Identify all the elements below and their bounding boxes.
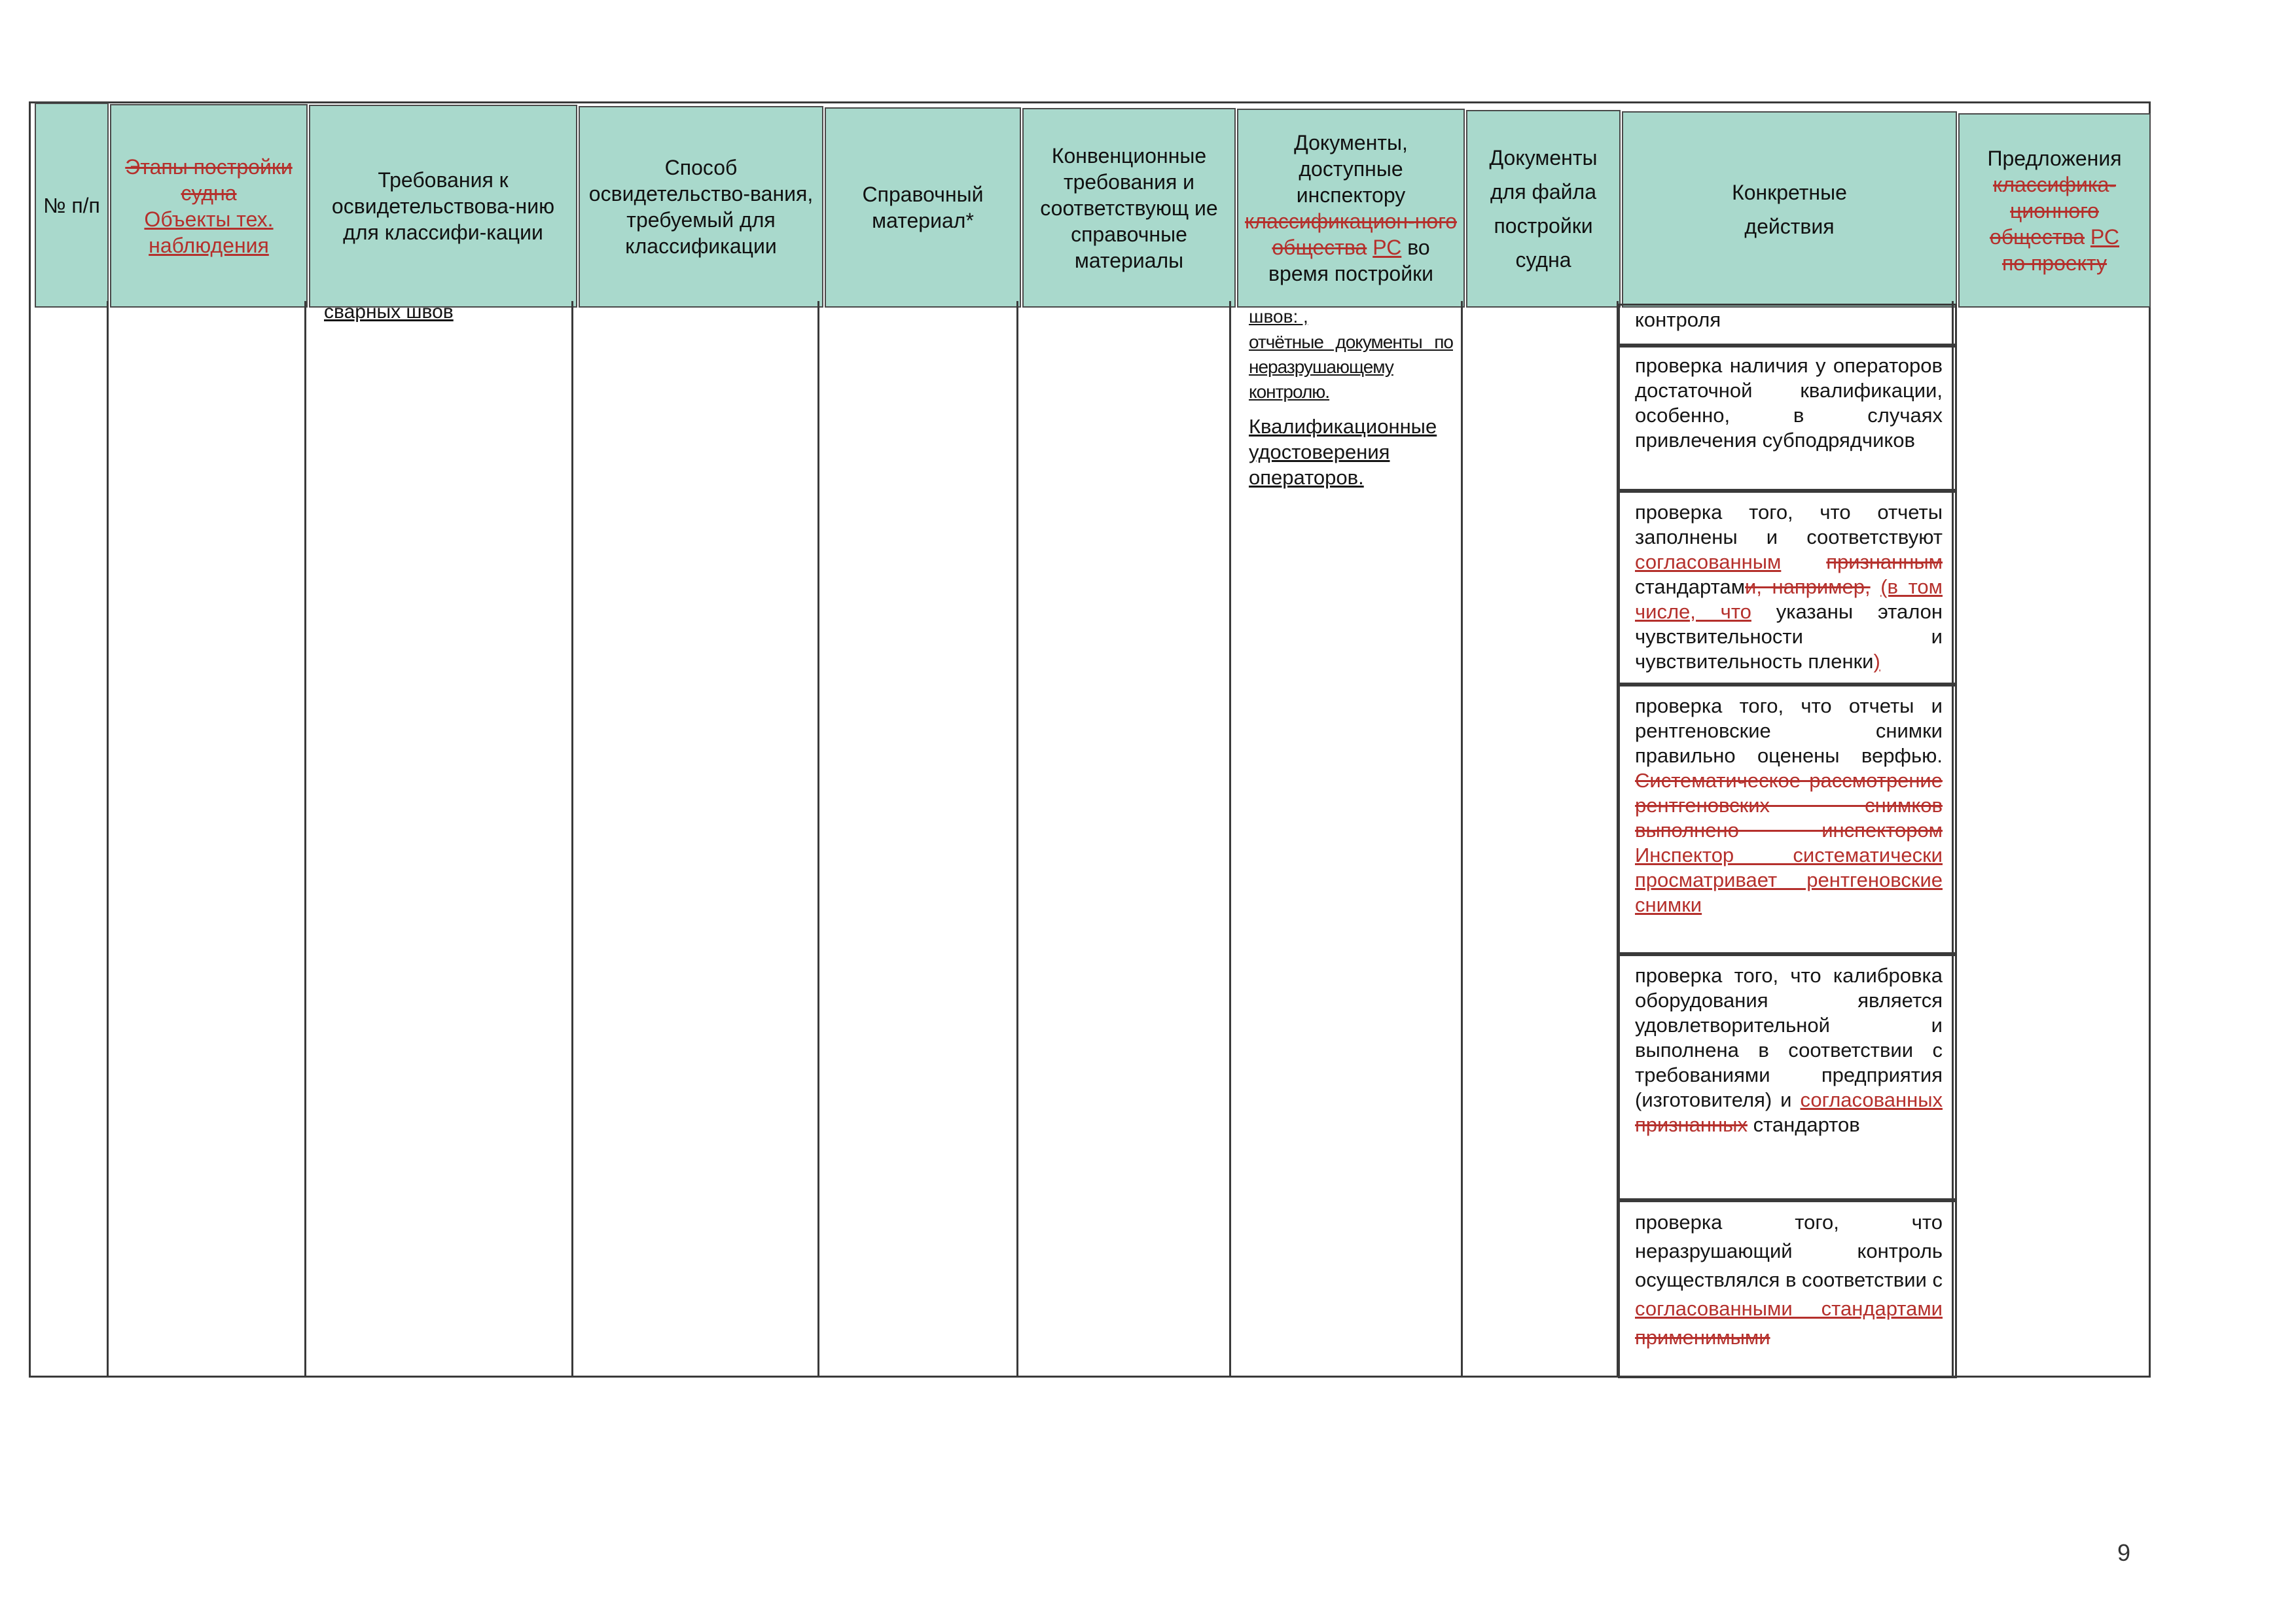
docs-cont-text-2: отчётные документы по неразрушающему контролю. xyxy=(1249,332,1453,402)
header-stages-deleted: Этапы постройки судна xyxy=(125,154,293,205)
header-actions: Конкретные действия xyxy=(1622,111,1957,308)
col-divider xyxy=(304,301,306,1378)
header-num: № п/п xyxy=(35,103,109,308)
header-proposals: Предложения классифика-ционного общества РС по проекту xyxy=(1958,113,2151,308)
header-docs-inserted: РС xyxy=(1372,236,1402,259)
header-stages-inserted: Объекты тех. наблюдения xyxy=(144,207,274,257)
action-text-0: контроля xyxy=(1635,308,1721,331)
col-divider xyxy=(817,301,819,1378)
header-docs-deleted: классификацион-ного общества xyxy=(1245,209,1457,259)
header-conventions: Конвенционные требования и соответствующ ие справочные материалы xyxy=(1022,108,1236,308)
action-text-2: проверка того, что отчеты заполнены и соответствуют согласованным признанным стандартами, например, (в том числе, что указаны эталон чувствительности и чувствительность пленки) xyxy=(1635,501,1943,673)
header-proposals-deleted: классифика-ционного общества xyxy=(1990,172,2117,249)
action-text-5: проверка того, что неразрушающий контроль осуществлялся в соответствии с согласованными стандартами применимыми xyxy=(1635,1211,1943,1349)
col-divider xyxy=(571,301,573,1378)
header-docs-inspector: Документы, доступные инспектору классификацион-ного общества РС во время постройки xyxy=(1237,109,1465,308)
col-divider xyxy=(1461,301,1463,1378)
col-divider xyxy=(1016,301,1018,1378)
header-stages xyxy=(110,104,308,308)
header-reference: Справочный материал* xyxy=(825,107,1021,308)
action-text-1: проверка наличия у операторов достаточной квалификации, особенно, в случаях привлечения субподрядчиков xyxy=(1635,354,1943,452)
docs-cont-text-3: Квалификационные удостоверения операторов. xyxy=(1249,415,1437,489)
header-docs-file: Документы для файла постройки судна xyxy=(1466,110,1621,308)
col-divider xyxy=(1229,301,1231,1378)
header-requirements: Требования к освидетельствова-нию для классифи-кации xyxy=(309,105,577,308)
header-proposals-inserted: РС xyxy=(2090,224,2119,249)
requirements-cont-text: сварных швов xyxy=(324,301,454,323)
col-divider xyxy=(107,301,109,1378)
action-text-3: проверка того, что отчеты и рентгеновские снимки правильно оценены верфью. Систематическое рассмотрение рентгеновских снимков выполнено инспектором Инспектор систематически просматривает рентгеновские снимки xyxy=(1635,694,1943,916)
page-number: 9 xyxy=(2117,1539,2131,1566)
action-text-4: проверка того, что калибровка оборудования является удовлетворительной и выполнена в соответствии с требованиями предприятия (изготовителя) и согласованных признанных стандартов xyxy=(1635,964,1943,1136)
header-method: Способ освидетельство-вания, требуемый для классификации xyxy=(579,106,823,308)
docs-cont-text-1: швов: , xyxy=(1249,306,1308,327)
